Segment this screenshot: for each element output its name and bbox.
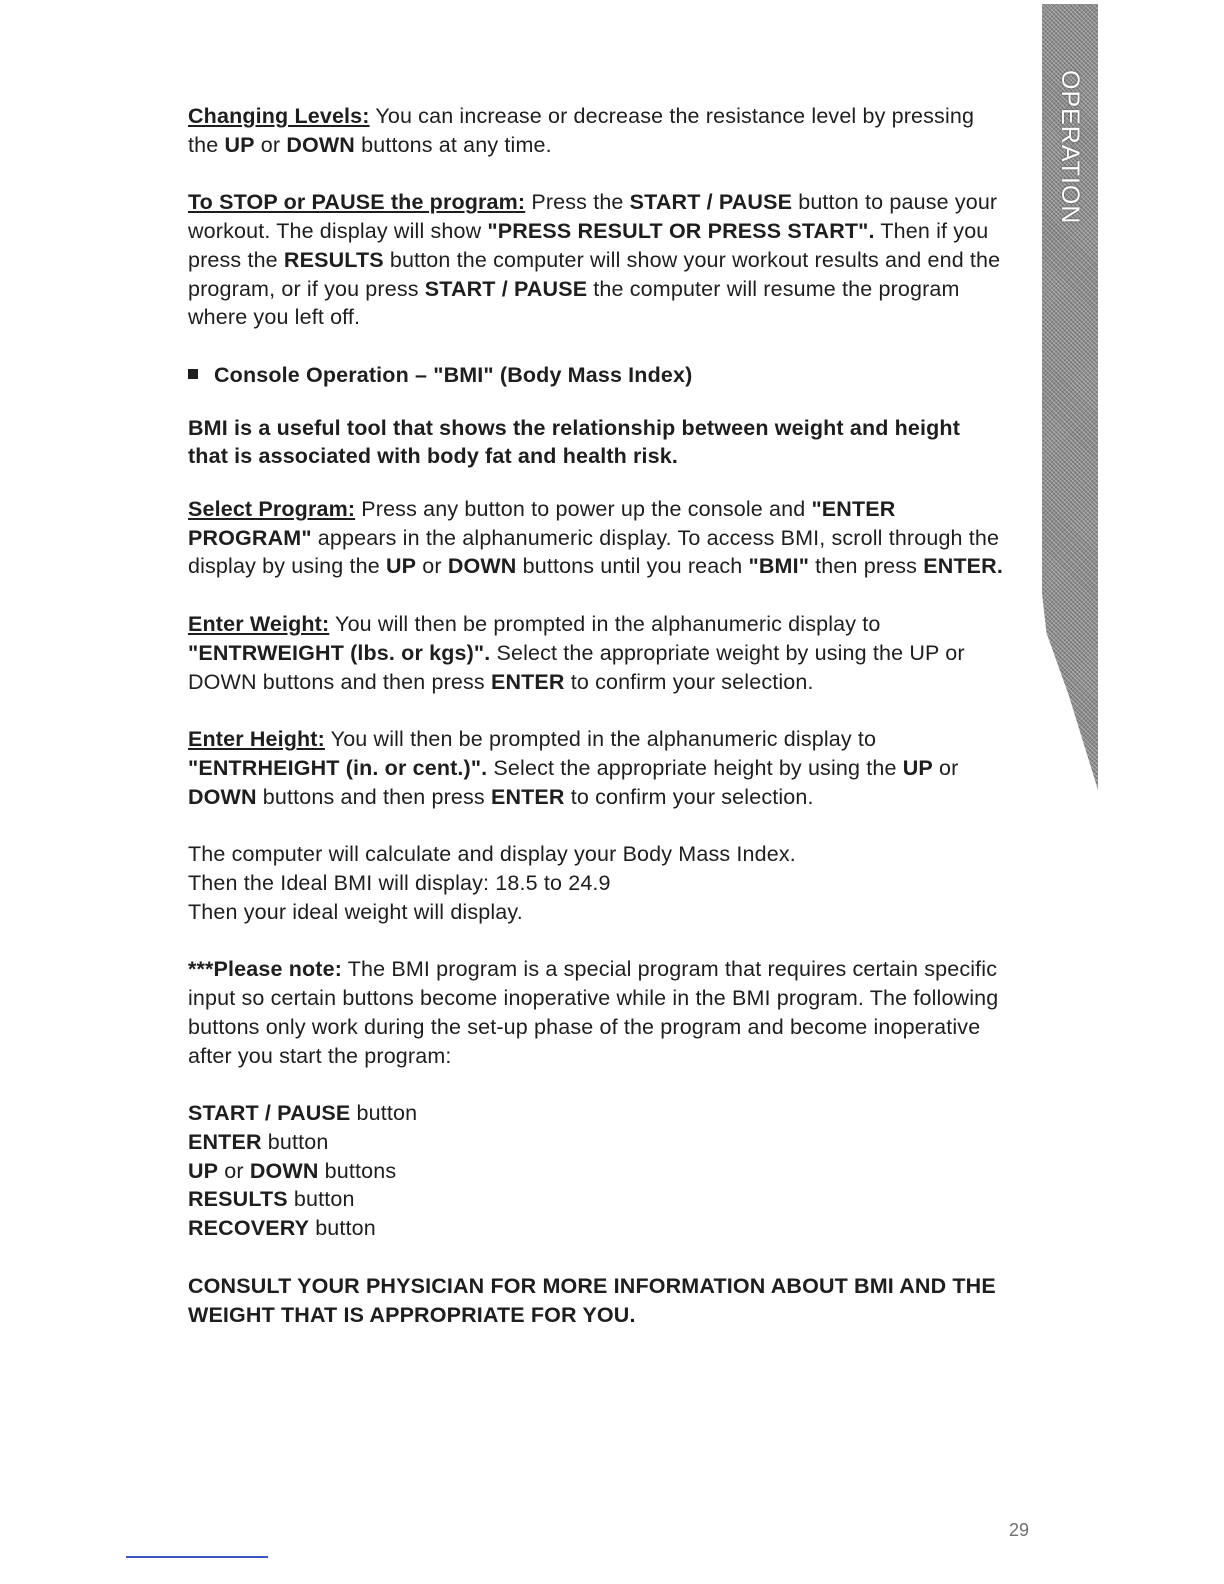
list-item: START / PAUSE button: [188, 1101, 418, 1126]
please-note-paragraph: ***Please note: The BMI program is a special program that requires certain specific input so certain buttons become inoperative while in the BMI program. The following buttons only work during the set-up phase of the program and become inoperative after you start the program:: [188, 957, 999, 1068]
operation-tab-label: OPERATION: [1056, 70, 1084, 225]
please-note-label: ***Please note:: [188, 957, 343, 982]
bmi-section-heading: Console Operation – "BMI" (Body Mass Index): [188, 361, 1003, 390]
calc-line-1: The computer will calculate and display your Body Mass Index.: [188, 842, 796, 867]
inoperative-buttons-list: [188, 1099, 1003, 1243]
page-number: 29: [1009, 1520, 1030, 1540]
calc-line-3: Then your ideal weight will display.: [188, 899, 523, 924]
consult-physician-warning: CONSULT YOUR PHYSICIAN FOR MORE INFORMATION ABOUT BMI AND THE WEIGHT THAT IS APPROPRIATE FOR YOU.: [188, 1273, 996, 1327]
list-item: UP or DOWN buttons: [188, 1158, 397, 1183]
select-program-heading: Select Program:: [188, 497, 356, 522]
calculation-lines: [188, 840, 1003, 926]
changing-levels-heading: Changing Levels:: [188, 104, 370, 128]
stop-pause-heading: To STOP or PAUSE the program:: [188, 190, 526, 215]
stop-pause-paragraph: To STOP or PAUSE the program: Press the START / PAUSE button to pause your workout. The display will show "PRESS RESULT OR PRESS START". Then if you press the RESULTS button the computer will show your workout results and end the program, or if you press START / PAUSE the computer will resume the program where you left off.: [188, 190, 1001, 330]
list-item: RESULTS button: [188, 1187, 355, 1212]
calc-line-2: Then the Ideal BMI will display: 18.5 to 24.9: [188, 871, 611, 896]
select-program-paragraph: Select Program: Press any button to power up the console and "ENTER PROGRAM" appears in the alphanumeric display. To access BMI, scroll through the display by using the UP or DOWN buttons until you reach "BMI" then press ENTER.: [188, 497, 1003, 579]
footer-rule: [126, 1556, 268, 1558]
square-bullet-icon: [188, 369, 198, 379]
enter-height-paragraph: Enter Height: You will then be prompted in the alphanumeric display to "ENTRHEIGHT (in. or cent.)". Select the appropriate height by using the UP or DOWN buttons and then press ENTER to confirm your selection.: [188, 727, 959, 809]
bmi-intro: BMI is a useful tool that shows the relationship between weight and height that is associated with body fat and health risk.: [188, 415, 961, 469]
enter-height-heading: Enter Height:: [188, 727, 325, 752]
manual-page-content: [188, 102, 1003, 1329]
list-item: RECOVERY button: [188, 1216, 376, 1241]
list-item: ENTER button: [188, 1129, 329, 1154]
enter-weight-paragraph: Enter Weight: You will then be prompted in the alphanumeric display to "ENTRWEIGHT (lbs. or kgs)". Select the appropriate weight by using the UP or DOWN buttons and then press ENTER to confirm your selection.: [188, 612, 965, 694]
changing-levels-paragraph: Changing Levels: You can increase or decrease the resistance level by pressing the UP or DOWN buttons at any time.: [188, 104, 975, 157]
enter-weight-heading: Enter Weight:: [188, 612, 330, 637]
